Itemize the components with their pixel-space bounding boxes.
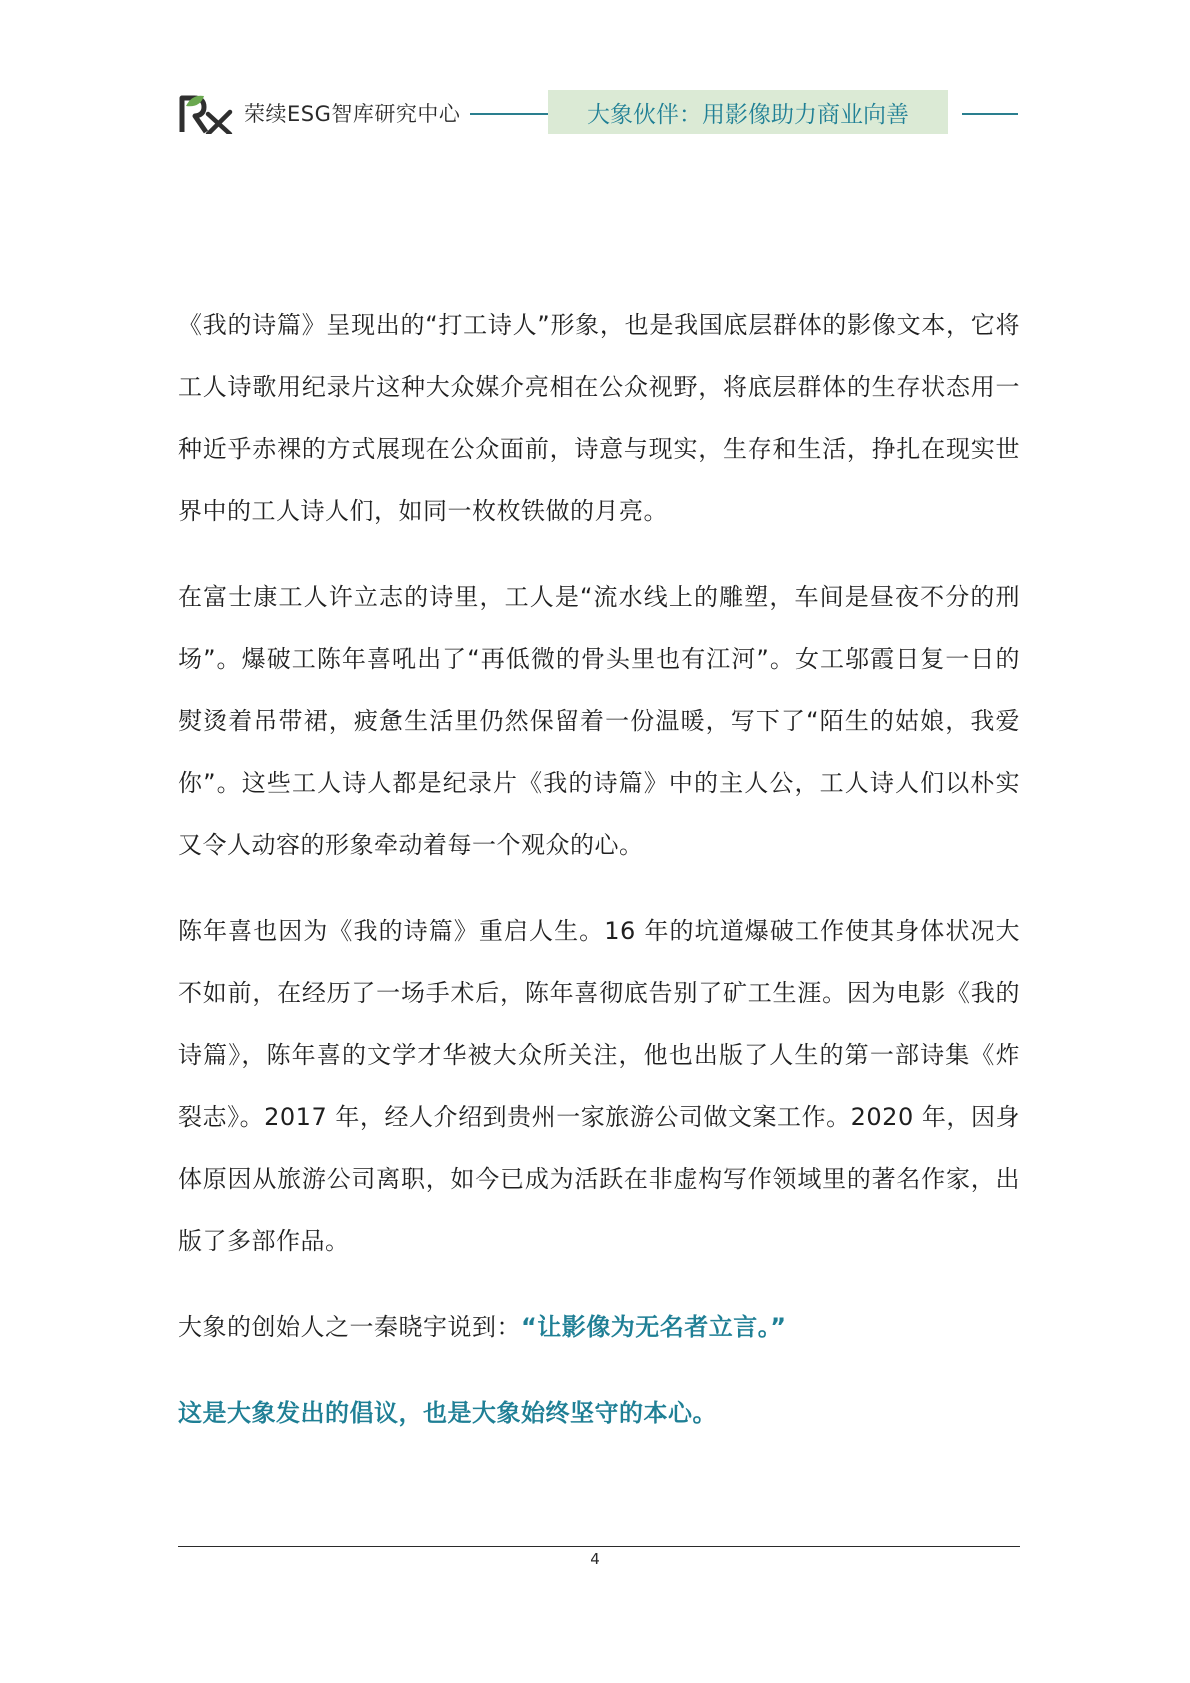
paragraph-2: 在富士康工人许立志的诗里，工人是“流水线上的雕塑，车间是昼夜不分的刑场”。爆破工陈年喜吼出了“再低微的骨头里也有江河”。女工邬霞日复一日的熨烫着吊带裙，疲惫生活里仍然保留着一份温暖，写下了“陌生的姑娘，我爱你”。这些工人诗人都是纪录片《我的诗篇》中的主人公，工人诗人们以朴实又令人动容的形象牵动着每一个观众的心。 — [178, 583, 1020, 859]
article-body — [178, 294, 1020, 1468]
header-tag: 大象伙伴：用影像助力商业向善 — [548, 90, 948, 134]
header-rule-left — [470, 113, 550, 115]
closing-statement: 这是大象发出的倡议，也是大象始终坚守的本心。 — [178, 1399, 717, 1427]
page-header — [178, 86, 1018, 140]
page-number: 4 — [590, 1550, 600, 1568]
header-rule-right — [962, 113, 1018, 115]
highlighted-quote: “让影像为无名者立言。” — [521, 1313, 787, 1341]
rx-logo-icon — [178, 92, 234, 134]
paragraph-4 — [178, 1296, 1020, 1358]
quote-lead: 大象的创始人之一秦晓宇说到： — [178, 1313, 521, 1341]
paragraph-3: 陈年喜也因为《我的诗篇》重启人生。16 年的坑道爆破工作使其身体状况大不如前，在经历了一场手术后，陈年喜彻底告别了矿工生涯。因为电影《我的诗篇》，陈年喜的文学才华被大众所关注，他也出版了人生的第一部诗集《炸裂志》。2017 年，经人介绍到贵州一家旅游公司做文案工作。2020 年，因身体原因从旅游公司离职，如今已成为活跃在非虚构写作领域里的著名作家，出版了多部作品。 — [178, 917, 1020, 1255]
footer-rule — [178, 1546, 1020, 1547]
org-name: 荣续ESG智库研究中心 — [244, 102, 461, 126]
paragraph-1: 《我的诗篇》呈现出的“打工诗人”形象，也是我国底层群体的影像文本，它将工人诗歌用纪录片这种大众媒介亮相在公众视野，将底层群体的生存状态用一种近乎赤裸的方式展现在公众面前，诗意与现实，生存和生活，挣扎在现实世界中的工人诗人们，如同一枚枚铁做的月亮。 — [178, 311, 1020, 525]
